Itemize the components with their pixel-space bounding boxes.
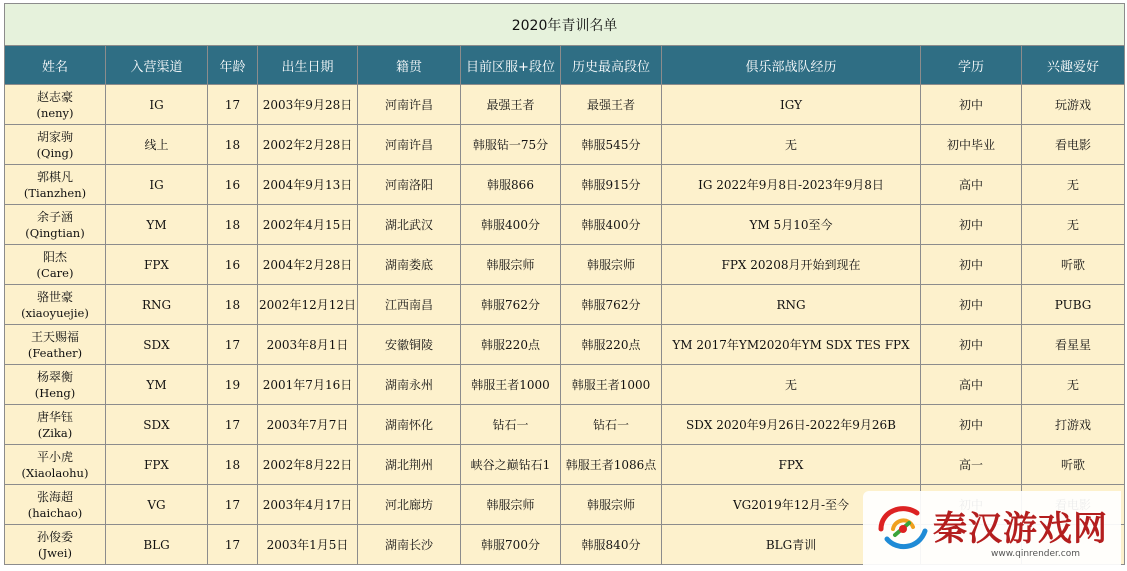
cell-origin: 安徽铜陵 [358, 325, 461, 365]
player-alias: (Care) [36, 265, 74, 280]
roster-table [4, 3, 1125, 565]
player-name-cell [5, 125, 106, 165]
cell-birth: 2004年2月28日 [258, 245, 358, 285]
cell-current-rank: 韩服王者1000 [461, 365, 561, 405]
cell-origin: 湖南永州 [358, 365, 461, 405]
cell-age: 17 [208, 485, 258, 525]
cell-hobby: 无 [1022, 205, 1125, 245]
player-alias: (Qing) [36, 145, 74, 160]
cell-peak-rank: 最强王者 [561, 85, 662, 125]
cell-origin: 河南许昌 [358, 125, 461, 165]
table-row [5, 325, 1125, 365]
player-name: 郭棋凡 [36, 169, 73, 184]
cell-education: 初中 [921, 285, 1022, 325]
cell-origin: 江西南昌 [358, 285, 461, 325]
player-name: 胡家驹 [36, 129, 73, 144]
cell-education: 初中 [921, 205, 1022, 245]
cell-peak-rank: 韩服400分 [561, 205, 662, 245]
watermark [863, 491, 1121, 571]
column-header: 学历 [921, 46, 1022, 85]
cell-education: 高中 [921, 365, 1022, 405]
cell-age: 17 [208, 85, 258, 125]
cell-peak-rank: 韩服545分 [561, 125, 662, 165]
cell-hobby: 看电影 [1022, 125, 1125, 165]
column-header: 籍贯 [358, 46, 461, 85]
table-row [5, 405, 1125, 445]
cell-age: 17 [208, 405, 258, 445]
cell-peak-rank: 韩服宗师 [561, 485, 662, 525]
cell-origin: 湖北荆州 [358, 445, 461, 485]
cell-hobby: 看星星 [1022, 325, 1125, 365]
player-name: 张海超 [36, 489, 73, 504]
cell-origin: 湖南长沙 [358, 525, 461, 565]
table-row [5, 245, 1125, 285]
cell-education: 初中 [921, 405, 1022, 445]
cell-education: 高中 [921, 165, 1022, 205]
table-row [5, 205, 1125, 245]
cell-peak-rank: 韩服915分 [561, 165, 662, 205]
player-name-cell [5, 245, 106, 285]
cell-current-rank: 韩服220点 [461, 325, 561, 365]
cell-birth: 2003年9月28日 [258, 85, 358, 125]
column-header: 出生日期 [258, 46, 358, 85]
table-row [5, 365, 1125, 405]
cell-birth: 2003年7月7日 [258, 405, 358, 445]
cell-clubs: FPX 20208月开始到现在 [662, 245, 921, 285]
cell-channel: RNG [106, 285, 208, 325]
watermark-url: www.qinrender.com [991, 549, 1080, 559]
cell-channel: FPX [106, 445, 208, 485]
player-name-cell [5, 205, 106, 245]
table-row [5, 285, 1125, 325]
cell-origin: 河北廊坊 [358, 485, 461, 525]
player-alias: (xiaoyuejie) [21, 305, 89, 320]
player-name-cell [5, 525, 106, 565]
cell-education: 初中 [921, 85, 1022, 125]
player-name-cell [5, 445, 106, 485]
column-header: 姓名 [5, 46, 106, 85]
player-name: 杨翠衡 [36, 369, 73, 384]
cell-channel: YM [106, 365, 208, 405]
cell-age: 17 [208, 525, 258, 565]
cell-channel: IG [106, 85, 208, 125]
cell-peak-rank: 韩服220点 [561, 325, 662, 365]
column-header: 兴趣爱好 [1022, 46, 1125, 85]
cell-birth: 2002年4月15日 [258, 205, 358, 245]
cell-peak-rank: 韩服宗师 [561, 245, 662, 285]
cell-hobby: 听歌 [1022, 245, 1125, 285]
cell-channel: 线上 [106, 125, 208, 165]
cell-age: 18 [208, 125, 258, 165]
table-row [5, 125, 1125, 165]
cell-clubs: IGY [662, 85, 921, 125]
cell-current-rank: 韩服400分 [461, 205, 561, 245]
cell-birth: 2002年12月12日 [258, 285, 358, 325]
cell-peak-rank: 韩服王者1000 [561, 365, 662, 405]
cell-age: 18 [208, 445, 258, 485]
player-name-cell [5, 85, 106, 125]
cell-peak-rank: 韩服王者1086点 [561, 445, 662, 485]
cell-birth: 2004年9月13日 [258, 165, 358, 205]
cell-birth: 2002年2月28日 [258, 125, 358, 165]
cell-current-rank: 韩服762分 [461, 285, 561, 325]
player-name-cell [5, 365, 106, 405]
player-name: 骆世豪 [36, 289, 73, 304]
cell-origin: 湖北武汉 [358, 205, 461, 245]
cell-birth: 2003年1月5日 [258, 525, 358, 565]
cell-clubs: IG 2022年9月8日-2023年9月8日 [662, 165, 921, 205]
column-header: 历史最高段位 [561, 46, 662, 85]
cell-age: 16 [208, 165, 258, 205]
player-name: 平小虎 [36, 449, 73, 464]
cell-origin: 河南洛阳 [358, 165, 461, 205]
cell-current-rank: 韩服866 [461, 165, 561, 205]
cell-origin: 湖南娄底 [358, 245, 461, 285]
cell-channel: VG [106, 485, 208, 525]
player-name-cell [5, 325, 106, 365]
cell-clubs: RNG [662, 285, 921, 325]
player-alias: (Feather) [27, 345, 83, 360]
cell-age: 17 [208, 325, 258, 365]
cell-channel: BLG [106, 525, 208, 565]
cell-clubs: 无 [662, 365, 921, 405]
cell-hobby: 听歌 [1022, 445, 1125, 485]
watermark-text: 秦汉游戏网 [933, 509, 1108, 549]
cell-clubs: YM 5月10至今 [662, 205, 921, 245]
cell-current-rank: 韩服宗师 [461, 485, 561, 525]
cell-peak-rank: 韩服840分 [561, 525, 662, 565]
table-row [5, 85, 1125, 125]
cell-birth: 2003年4月17日 [258, 485, 358, 525]
player-name-cell [5, 165, 106, 205]
column-header: 年龄 [208, 46, 258, 85]
column-header: 俱乐部战队经历 [662, 46, 921, 85]
cell-hobby: PUBG [1022, 285, 1125, 325]
cell-hobby: 玩游戏 [1022, 85, 1125, 125]
player-alias: (Tianzhen) [23, 185, 87, 200]
cell-clubs: FPX [662, 445, 921, 485]
cell-channel: FPX [106, 245, 208, 285]
player-name-cell [5, 405, 106, 445]
cell-clubs: YM 2017年YM2020年YM SDX TES FPX [662, 325, 921, 365]
cell-origin: 湖南怀化 [358, 405, 461, 445]
player-name: 王天赐福 [30, 329, 79, 344]
cell-clubs: BLG青训 [662, 525, 921, 565]
cell-age: 16 [208, 245, 258, 285]
column-header: 目前区服+段位 [461, 46, 561, 85]
player-alias: (Qingtian) [25, 225, 85, 240]
cell-education: 初中 [921, 245, 1022, 285]
cell-education: 初中 [921, 325, 1022, 365]
cell-channel: SDX [106, 405, 208, 445]
player-alias: (neny) [36, 105, 74, 120]
player-alias: (Heng) [34, 385, 76, 400]
column-header: 入营渠道 [106, 46, 208, 85]
watermark-logo-icon [873, 499, 931, 557]
player-alias: (Zika) [37, 425, 73, 440]
player-name-cell [5, 285, 106, 325]
player-alias: (Xiaolaohu) [21, 465, 89, 480]
column-header-row [5, 46, 1125, 85]
cell-birth: 2001年7月16日 [258, 365, 358, 405]
player-name: 阳杰 [42, 249, 67, 264]
player-name: 唐华钰 [36, 409, 73, 424]
cell-current-rank: 韩服700分 [461, 525, 561, 565]
cell-channel: IG [106, 165, 208, 205]
table-row [5, 445, 1125, 485]
cell-age: 18 [208, 285, 258, 325]
cell-peak-rank: 钻石一 [561, 405, 662, 445]
player-name: 孙俊委 [36, 529, 73, 544]
cell-birth: 2002年8月22日 [258, 445, 358, 485]
cell-peak-rank: 韩服762分 [561, 285, 662, 325]
cell-hobby: 无 [1022, 165, 1125, 205]
cell-clubs: SDX 2020年9月26日-2022年9月26B [662, 405, 921, 445]
player-alias: (haichao) [27, 505, 83, 520]
cell-current-rank: 韩服宗师 [461, 245, 561, 285]
cell-birth: 2003年8月1日 [258, 325, 358, 365]
cell-current-rank: 最强王者 [461, 85, 561, 125]
cell-current-rank: 钻石一 [461, 405, 561, 445]
cell-age: 19 [208, 365, 258, 405]
player-name: 赵志豪 [36, 89, 73, 104]
cell-clubs: 无 [662, 125, 921, 165]
cell-education: 初中毕业 [921, 125, 1022, 165]
cell-channel: YM [106, 205, 208, 245]
player-name: 余子涵 [36, 209, 73, 224]
cell-current-rank: 峡谷之巅钻石1 [461, 445, 561, 485]
cell-origin: 河南许昌 [358, 85, 461, 125]
cell-current-rank: 韩服钻一75分 [461, 125, 561, 165]
table-row [5, 165, 1125, 205]
cell-hobby: 无 [1022, 365, 1125, 405]
cell-clubs: VG2019年12月-至今 [662, 485, 921, 525]
cell-age: 18 [208, 205, 258, 245]
player-alias: (Jwei) [38, 545, 72, 560]
player-name-cell [5, 485, 106, 525]
cell-channel: SDX [106, 325, 208, 365]
cell-hobby: 打游戏 [1022, 405, 1125, 445]
cell-education: 高一 [921, 445, 1022, 485]
table-title: 2020年青训名单 [5, 4, 1125, 46]
